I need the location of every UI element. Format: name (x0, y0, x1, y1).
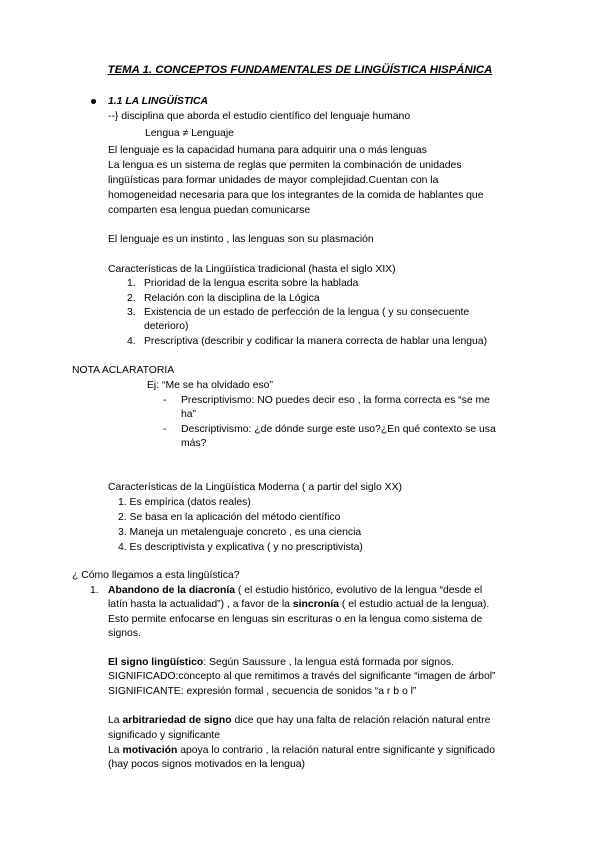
bold-term: Abandono de la diacronía (108, 585, 236, 596)
text-run: La (108, 715, 123, 726)
paragraph-lengua-line: La lengua es un sistema de reglas que permiten la combinación de unidades (108, 160, 462, 171)
paragraph-line: (hay pocos signos motivados en la lengua) (108, 759, 305, 770)
list-item: 1. Es empírica (datos reales) (118, 497, 251, 508)
definition-line: --} disciplina que aborda el estudio científico del lenguaje humano (108, 111, 411, 122)
sincronia-line (108, 598, 489, 612)
list-item: deterioro) (144, 321, 189, 332)
bold-term: El signo lingüístico (108, 657, 204, 668)
paragraph-line: Esto permite enfocarse en lenguas sin escrituras o en la lengua como sistema de (108, 614, 483, 625)
list-number: 3. (127, 307, 136, 318)
nota-item: más? (181, 438, 207, 449)
paragraph-lengua-line: homogeneidad necesaria para que los integrantes de la comida de hablantes que (108, 190, 484, 201)
question: ¿ Cómo llegamos a esta lingüística? (72, 570, 240, 581)
text-run: : Según Saussure , la lengua está formada por signos. (203, 657, 454, 668)
nota-item: ha” (181, 409, 197, 420)
paragraph-lengua-line: lingüísticas para formar unidades de mayor complejidad.Cuentan con la (108, 175, 439, 186)
text-run: apoya lo contrario , la relación natural entre significante y significado (177, 745, 495, 756)
paragraph-lengua-line: comparten esa lengua puedan comunicarse (108, 205, 311, 216)
significado-line: SIGNIFICADO:concepto al que remitimos a través del significante “imagen de árbol” (108, 671, 496, 682)
nota-item: Prescriptivismo: NO puedes decir eso , la forma correcta es “se me (181, 395, 490, 406)
paragraph-lenguaje: El lenguaje es la capacidad humana para adquirir una o más lenguas (108, 145, 427, 156)
list-item: Prioridad de la lengua escrita sobre la hablada (144, 278, 359, 289)
list-item: 3. Maneja un metalenguaje concreto , es una ciencia (118, 527, 362, 538)
dash: - (163, 424, 167, 435)
list-item: Relación con la disciplina de la Lógica (144, 293, 320, 304)
text-run: ( el estudio actual de la lengua). (339, 599, 490, 610)
dash: - (163, 395, 167, 406)
moderna-heading: Características de la Lingüística Moderna ( a partir del siglo XX) (108, 482, 402, 493)
motivacion-line (108, 744, 495, 758)
nota-heading: NOTA ACLARATORIA (72, 365, 175, 376)
bold-term: arbitrariedad de signo (122, 715, 232, 726)
paragraph-instinto: El lenguaje es un instinto , las lenguas son su plasmación (108, 234, 374, 245)
arbitrariedad-line (108, 714, 490, 728)
list-number: 1. (90, 585, 99, 596)
bold-term: sincronía (292, 599, 340, 610)
list-item: Existencia de un estado de perfección de la lengua ( y su consecuente (144, 307, 470, 318)
nota-example: Ej: “Me se ha olvidado eso” (147, 380, 273, 391)
text-run: dice que hay una falta de relación relación natural entre (231, 715, 491, 726)
signo-line (108, 656, 454, 670)
page-title: TEMA 1. CONCEPTOS FUNDAMENTALES DE LINGÜÍSTICA HISPÁNICA (107, 64, 493, 76)
list-number: 2. (127, 293, 136, 304)
paragraph-line: significado y significante (108, 730, 221, 741)
list-item: Prescriptiva (describir y codificar la manera correcta de hablar una lengua) (144, 336, 488, 347)
text-run: latín hasta la actualidad”) , a favor de la (108, 599, 293, 610)
lengua-neq-lenguaje: Lengua ≠ Lenguaje (145, 128, 234, 139)
trad-heading: Características de la Lingüística tradicional (hasta el siglo XIX) (108, 264, 396, 275)
bullet-icon (91, 99, 96, 104)
list-number: 4. (127, 336, 136, 347)
list-number: 1. (127, 278, 136, 289)
text-run: La (108, 745, 123, 756)
significante-line: SIGNIFICANTE: expresión formal , secuencia de sonidos “a r b o l” (108, 686, 417, 697)
paragraph-line: signos. (108, 628, 141, 639)
section-heading: 1.1 LA LINGÜÍSTICA (108, 96, 209, 107)
nota-item: Descriptivismo: ¿de dónde surge este uso?¿En qué contexto se usa (181, 424, 496, 435)
text-run: ( el estudio histórico, evolutivo de la lengua “desde el (235, 585, 483, 596)
diacronia-line (108, 584, 482, 598)
bold-term: motivación (122, 745, 178, 756)
list-item: 4. Es descriptivista y explicativa ( y no prescriptivista) (118, 542, 363, 553)
list-item: 2. Se basa en la aplicación del método científico (118, 512, 341, 523)
